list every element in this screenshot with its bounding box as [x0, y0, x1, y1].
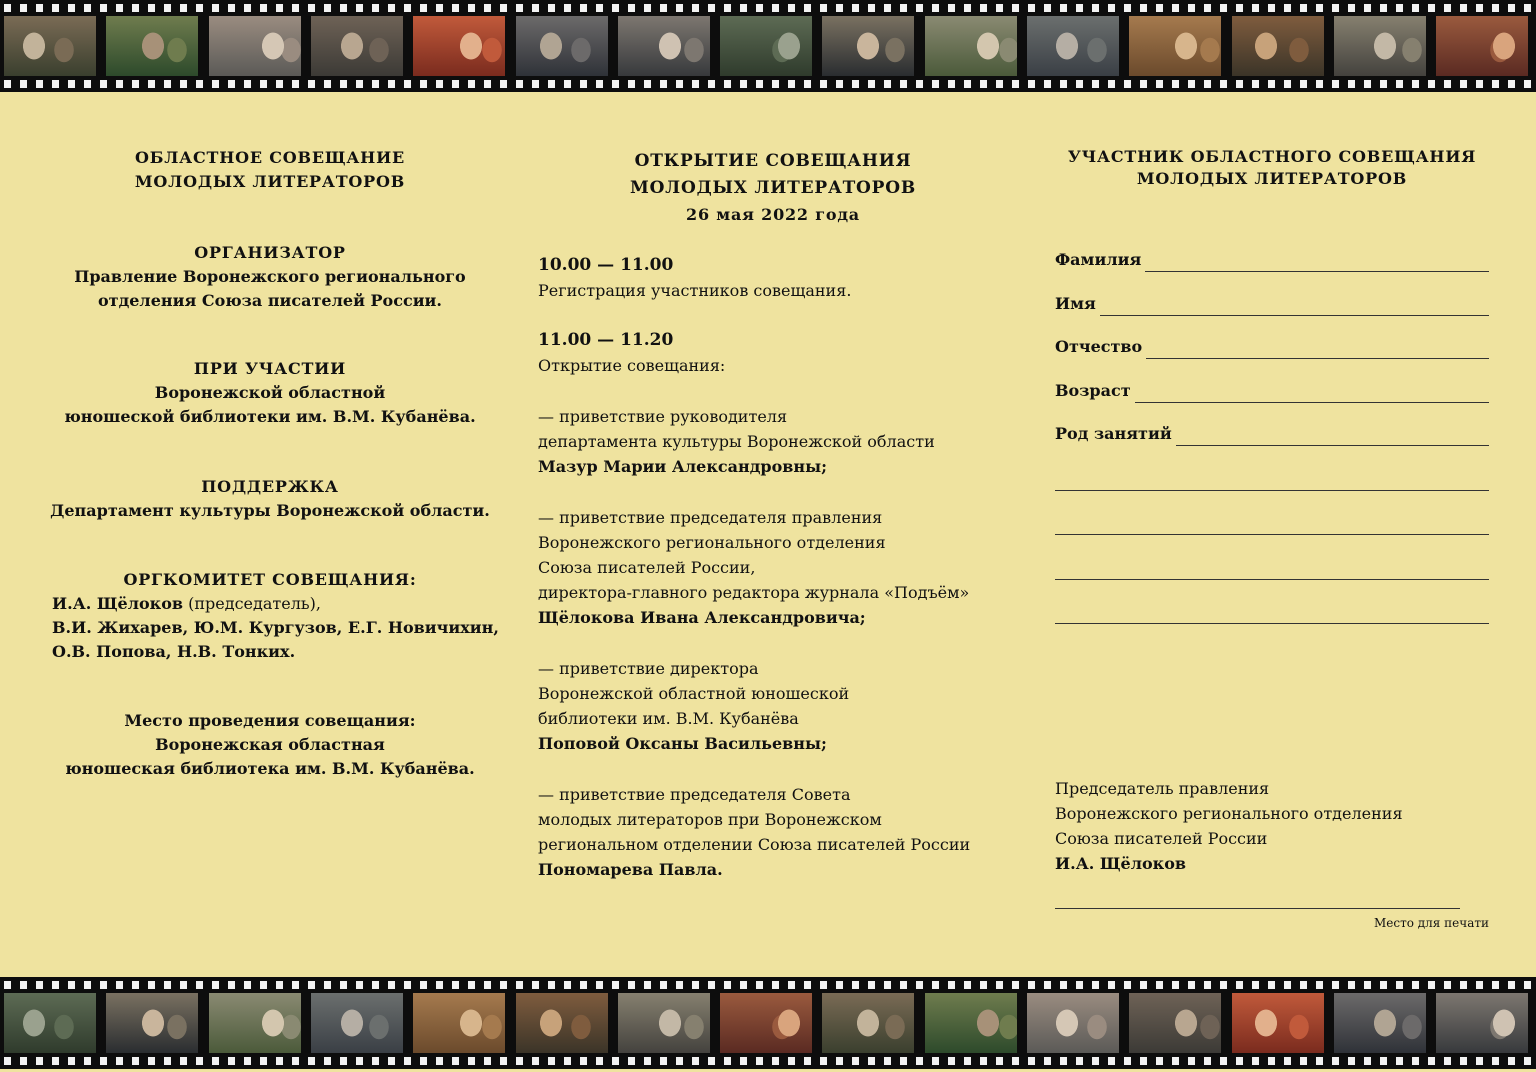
committee-heading: ОРГКОМИТЕТ СОВЕЩАНИЯ:: [123, 570, 417, 589]
greeting-line: Воронежского регионального отделения: [538, 533, 886, 552]
time-slot: 11.00 — 11.20: [538, 330, 674, 350]
title-line: ОТКРЫТИЕ СОВЕЩАНИЯ: [634, 151, 912, 171]
film-perforation: [0, 80, 1536, 88]
film-photo-frame: [311, 16, 403, 76]
field-label: Имя: [1055, 293, 1096, 313]
program-item: Регистрация участников совещания.: [538, 281, 852, 300]
committee-line: [52, 592, 500, 616]
field-line[interactable]: [1100, 301, 1489, 316]
greeting-block: [538, 505, 1008, 630]
chairman-title: Воронежского регионального отделения: [1055, 803, 1403, 823]
top-film-strip: [0, 0, 1536, 92]
film-photo-frame: [720, 16, 812, 76]
organizer-heading: ОРГАНИЗАТОР: [194, 243, 346, 262]
program-item: Открытие совещания:: [538, 356, 726, 375]
surname-field[interactable]: [1055, 252, 1489, 272]
film-photo-frame: [516, 16, 608, 76]
film-photo-frame: [4, 16, 96, 76]
venue-heading: Место проведения совещания:: [124, 711, 416, 730]
film-photo-frame: [1232, 993, 1324, 1053]
venue-block: [40, 709, 500, 781]
field-line[interactable]: [1135, 388, 1489, 403]
field-label: Возраст: [1055, 380, 1131, 400]
bottom-film-strip: [0, 977, 1536, 1069]
participation-text: Воронежской областной: [154, 383, 386, 402]
organizer-text: Правление Воронежского регионального: [74, 267, 466, 286]
field-line[interactable]: [1176, 431, 1489, 446]
film-photo-frame: [1129, 993, 1221, 1053]
stamp-place-label: Место для печати: [1373, 915, 1489, 930]
committee-line: В.И. Жихарев, Ю.М. Кургузов, Е.Г. Новичихин,: [52, 618, 499, 637]
greeting-block: [538, 782, 1008, 882]
participation-block: [40, 357, 500, 429]
film-photo-frame: [516, 993, 608, 1053]
film-photo-frame: [413, 993, 505, 1053]
film-photo-frame: [822, 993, 914, 1053]
patronymic-field[interactable]: [1055, 339, 1489, 359]
film-photo-frame: [413, 16, 505, 76]
age-field[interactable]: [1055, 380, 1489, 403]
film-frames: [0, 993, 1536, 1053]
film-photo-frame: [925, 993, 1017, 1053]
column-title: [538, 148, 1008, 227]
film-photo-frame: [106, 16, 198, 76]
greeting-name: Щёлокова Ивана Александровича;: [538, 608, 866, 627]
venue-text: юношеская библиотека им. В.М. Кубанёва.: [65, 759, 475, 778]
blank-line[interactable]: [1055, 603, 1489, 624]
participant-card-column: [1055, 146, 1489, 931]
title-line: УЧАСТНИК ОБЛАСТНОГО СОВЕЩАНИЯ: [1067, 147, 1477, 166]
field-label: Отчество: [1055, 337, 1143, 356]
field-line[interactable]: [1146, 344, 1489, 359]
committee-chair-name: И.А. Щёлоков: [52, 594, 184, 613]
film-perforation: [0, 981, 1536, 989]
film-photo-frame: [311, 993, 403, 1053]
field-line[interactable]: [1145, 257, 1489, 272]
chairman-title: Председатель правления: [1055, 778, 1270, 798]
greeting-line: библиотеки им. В.М. Кубанёва: [538, 709, 799, 728]
column-title: [1055, 146, 1489, 190]
name-field[interactable]: [1055, 293, 1489, 316]
organizer-text: отделения Союза писателей России.: [98, 291, 442, 310]
title-line: МОЛОДЫХ ЛИТЕРАТОРОВ: [134, 172, 406, 191]
greeting-line: региональном отделении Союза писателей России: [538, 835, 971, 854]
film-frames: [0, 16, 1536, 76]
greeting-line: Союза писателей России,: [538, 558, 756, 577]
greeting-line: молодых литераторов при Воронежском: [538, 810, 882, 829]
film-photo-frame: [209, 16, 301, 76]
participant-form: [1055, 252, 1489, 624]
film-photo-frame: [4, 993, 96, 1053]
film-photo-frame: [106, 993, 198, 1053]
film-photo-frame: [618, 993, 710, 1053]
blank-line[interactable]: [1055, 470, 1489, 491]
committee-block: [40, 568, 500, 664]
committee-chair-role: (председатель),: [183, 594, 321, 613]
greeting-name: Мазур Марии Александровны;: [538, 457, 828, 476]
film-perforation: [0, 4, 1536, 12]
field-label: Род занятий: [1055, 424, 1172, 443]
film-perforation: [0, 1057, 1536, 1065]
film-photo-frame: [1027, 16, 1119, 76]
greeting-line: департамента культуры Воронежской области: [538, 432, 935, 451]
film-photo-frame: [1232, 16, 1324, 76]
chairman-title: Союза писателей России: [1055, 828, 1268, 848]
title-line: ОБЛАСТНОЕ СОВЕЩАНИЕ: [135, 148, 405, 167]
greeting-name: Пономарева Павла.: [538, 860, 723, 879]
film-photo-frame: [1027, 993, 1119, 1053]
organizer-block: [40, 241, 500, 313]
film-photo-frame: [1334, 993, 1426, 1053]
info-column: [40, 146, 500, 781]
chairman-name: И.А. Щёлоков: [1055, 853, 1187, 873]
greeting-line: — приветствие директора: [538, 659, 759, 678]
program-column: [538, 148, 1008, 882]
event-date: 26 мая 2022 года: [686, 205, 860, 224]
time-slot: 10.00 — 11.00: [538, 255, 674, 275]
film-photo-frame: [1334, 16, 1426, 76]
support-text: Департамент культуры Воронежской области.: [50, 501, 490, 520]
occupation-field[interactable]: [1055, 426, 1489, 446]
blank-line[interactable]: [1055, 559, 1489, 580]
film-photo-frame: [209, 993, 301, 1053]
title-line: МОЛОДЫХ ЛИТЕРАТОРОВ: [1136, 169, 1408, 188]
film-photo-frame: [618, 16, 710, 76]
field-label: Фамилия: [1055, 250, 1142, 269]
committee-line: О.В. Попова, Н.В. Тонких.: [52, 642, 296, 661]
film-photo-frame: [720, 993, 812, 1053]
participation-text: юношеской библиотеки им. В.М. Кубанёва.: [64, 407, 476, 426]
greeting-line: — приветствие председателя правления: [538, 508, 883, 527]
support-block: [40, 475, 500, 523]
greeting-name: Поповой Оксаны Васильевны;: [538, 734, 827, 753]
greeting-line: — приветствие руководителя: [538, 407, 788, 426]
greeting-line: директора-главного редактора журнала «Подъём»: [538, 583, 970, 602]
film-photo-frame: [1436, 16, 1528, 76]
greeting-line: — приветствие председателя Совета: [538, 785, 851, 804]
film-photo-frame: [1129, 16, 1221, 76]
greeting-line: Воронежской областной юношеской: [538, 684, 850, 703]
support-heading: ПОДДЕРЖКА: [201, 477, 339, 496]
blank-line[interactable]: [1055, 514, 1489, 535]
chairman-signature-block: [1055, 776, 1489, 876]
greeting-block: [538, 656, 1008, 756]
signature-line: [1055, 908, 1460, 909]
film-photo-frame: [1436, 993, 1528, 1053]
column-title: [40, 146, 500, 194]
film-photo-frame: [925, 16, 1017, 76]
greeting-block: [538, 404, 1008, 479]
venue-text: Воронежская областная: [155, 735, 385, 754]
title-line: МОЛОДЫХ ЛИТЕРАТОРОВ: [629, 178, 917, 198]
participation-heading: ПРИ УЧАСТИИ: [193, 359, 347, 378]
film-photo-frame: [822, 16, 914, 76]
